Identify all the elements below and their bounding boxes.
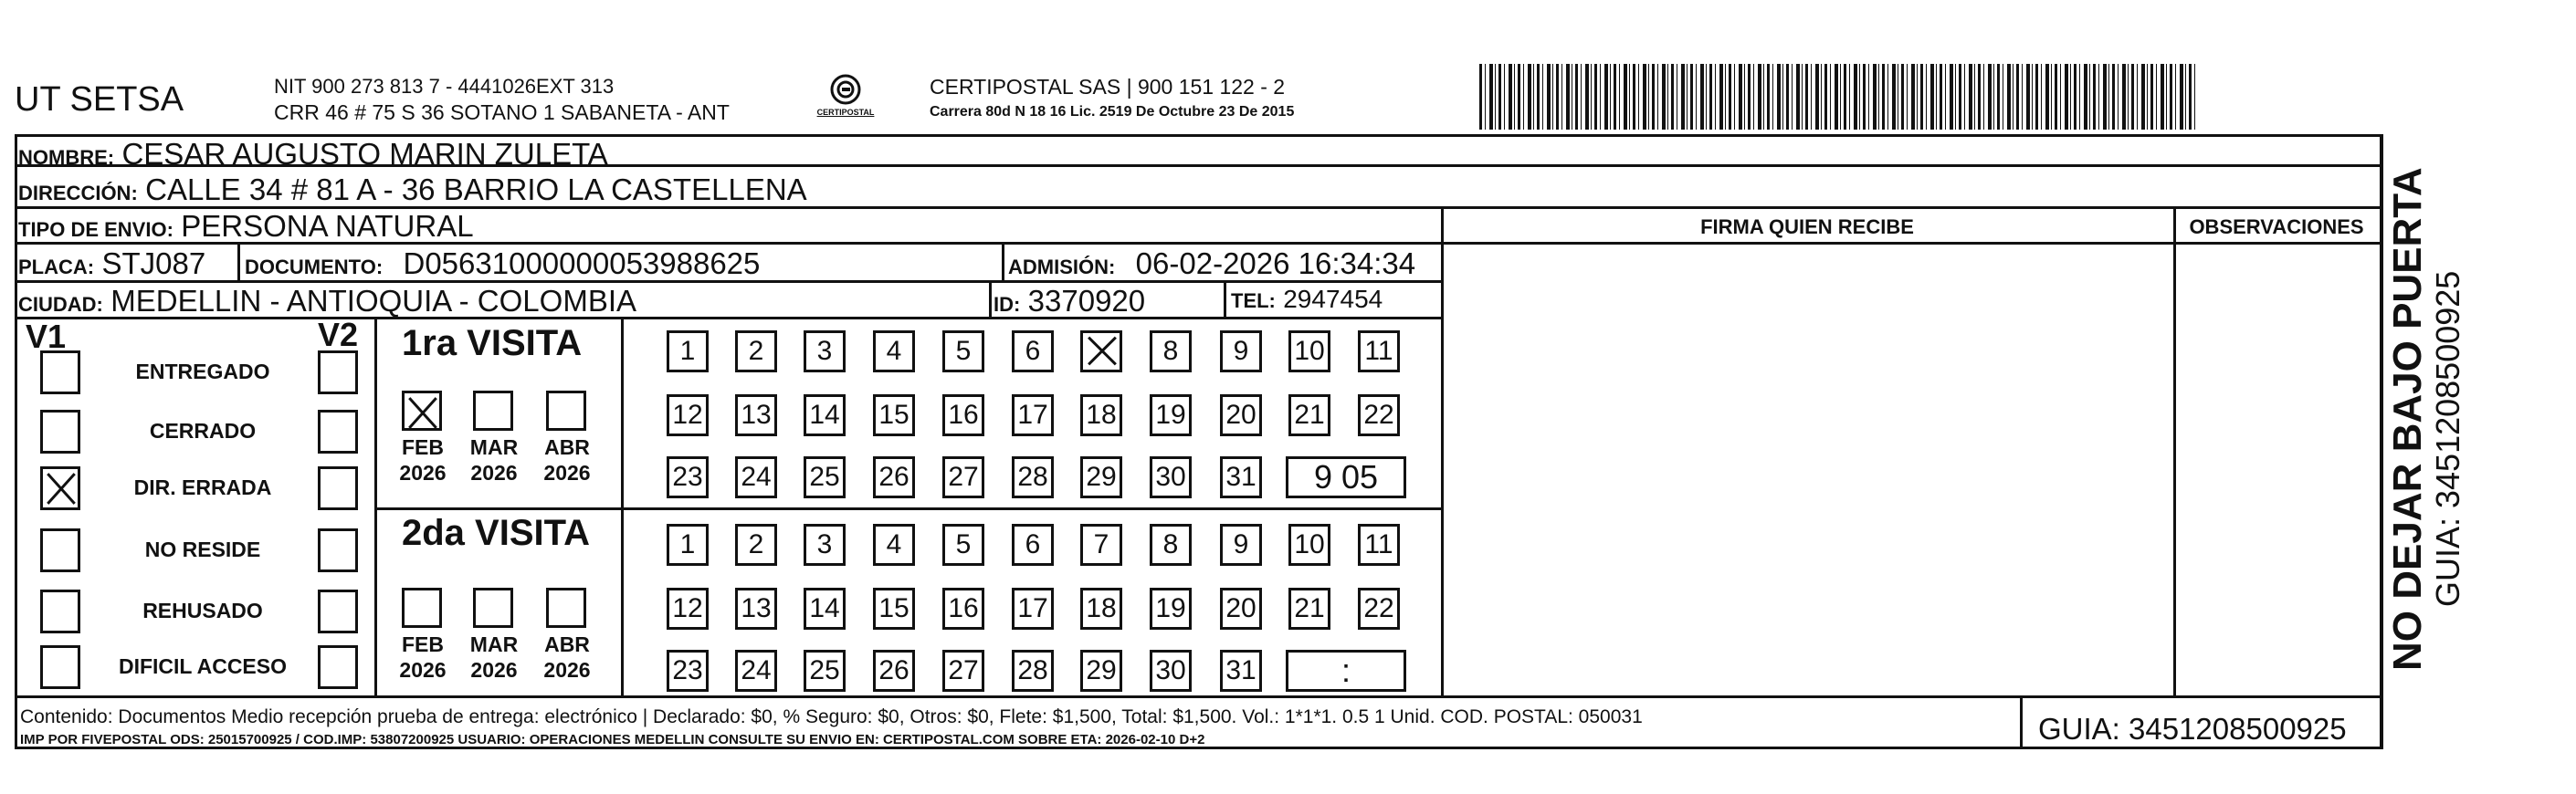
v2-checkbox-3[interactable] <box>318 466 358 510</box>
v2-checkbox-5[interactable] <box>318 590 358 633</box>
observations-header: OBSERVACIONES <box>2189 215 2364 238</box>
license-line: Carrera 80d N 18 16 Lic. 2519 De Octubre 23 De 2015 <box>930 104 1295 120</box>
barcode <box>1479 64 2199 130</box>
document-value: D05631000000053988625 <box>403 246 761 280</box>
v2-label: V2 <box>318 316 359 353</box>
visit2-day-20[interactable]: 20 <box>1220 588 1262 630</box>
visit1-day-12[interactable]: 12 <box>667 394 709 436</box>
visit1-day-31[interactable]: 31 <box>1220 456 1262 498</box>
side-warning: NO DEJAR BAJO PUERTA <box>2385 167 2430 671</box>
carrier-line: CERTIPOSTAL SAS | 900 151 122 - 2 <box>930 75 1286 99</box>
visit2-day-14[interactable]: 14 <box>804 588 846 630</box>
visit1-day-18[interactable]: 18 <box>1080 394 1122 436</box>
v1-checkbox-1[interactable] <box>40 350 80 394</box>
id-cell <box>994 284 1145 319</box>
visit2-day-16[interactable]: 16 <box>942 588 984 630</box>
visit1-day-26[interactable]: 26 <box>873 456 915 498</box>
address-label: DIRECCIÓN: <box>18 182 138 204</box>
visit1-day-30[interactable]: 30 <box>1150 456 1192 498</box>
content-line: Contenido: Documentos Medio recepción prueba de entrega: electrónico | Declarado: $0, % Seguro: $0, Otros: $0, Flete: $1,500, Total: $1,500. Vol.: 1*1*1. 0.5 1 Unid. COD. POSTAL: 050031 <box>20 706 1643 727</box>
v1-label: V1 <box>26 318 67 355</box>
visit1-day-16[interactable]: 16 <box>942 394 984 436</box>
v2-checkbox-6[interactable] <box>318 645 358 689</box>
visit1-day-23[interactable]: 23 <box>667 456 709 498</box>
certipostal-logo <box>809 73 882 124</box>
visit2-day-5[interactable]: 5 <box>942 524 984 566</box>
visit1-month-box-1[interactable] <box>402 391 442 431</box>
v1-checkbox-6[interactable] <box>40 645 80 689</box>
company-name: UT SETSA <box>15 80 184 119</box>
visit1-day-21[interactable]: 21 <box>1288 394 1330 436</box>
v2-checkbox-4[interactable] <box>318 528 358 572</box>
document-cell <box>245 246 760 281</box>
tel-cell <box>1231 284 1383 315</box>
address-line: CRR 46 # 75 S 36 SOTANO 1 SABANETA - ANT <box>274 100 730 124</box>
visit1-day-mark <box>1080 330 1122 372</box>
side-guide: GUIA: 3451208500925 <box>2429 270 2466 607</box>
visit2-day-9[interactable]: 9 <box>1220 524 1262 566</box>
footer-guide: GUIA: 3451208500925 <box>2038 712 2347 746</box>
visit1-time-box[interactable]: 9 05 <box>1286 456 1406 498</box>
visit2-day-30[interactable]: 30 <box>1150 650 1192 692</box>
visit1-day-24[interactable]: 24 <box>735 456 777 498</box>
status-label-6: DIFICIL ACCESO <box>118 654 287 678</box>
visit2-day-29[interactable]: 29 <box>1080 650 1122 692</box>
visit2-day-7[interactable]: 7 <box>1080 524 1122 566</box>
visit2-day-19[interactable]: 19 <box>1150 588 1192 630</box>
visit1-day-17[interactable]: 17 <box>1012 394 1054 436</box>
visit2-day-18[interactable]: 18 <box>1080 588 1122 630</box>
status-label-2: CERRADO <box>149 419 257 443</box>
logo-text: CERTIPOSTAL <box>816 108 875 117</box>
visit1-year-label-2: 2026 <box>470 461 518 485</box>
visit2-month-box-2[interactable] <box>473 588 513 628</box>
visit2-day-12[interactable]: 12 <box>667 588 709 630</box>
visit2-month-box-1[interactable] <box>402 588 442 628</box>
visit1-day-5[interactable]: 5 <box>942 330 984 372</box>
visit1-month-label-3: ABR <box>544 435 590 459</box>
visit2-day-1[interactable]: 1 <box>667 524 709 566</box>
v1-checkbox-5[interactable] <box>40 590 80 633</box>
visit1-month-label-1: FEB <box>402 435 444 459</box>
v2-checkbox-2[interactable] <box>318 410 358 454</box>
visit2-day-8[interactable]: 8 <box>1150 524 1192 566</box>
recipient-name: CESAR AUGUSTO MARIN ZULETA <box>121 137 608 171</box>
visit1-day-2[interactable]: 2 <box>735 330 777 372</box>
visit2-day-17[interactable]: 17 <box>1012 588 1054 630</box>
status-label-1: ENTREGADO <box>135 360 270 383</box>
visit1-day-28[interactable]: 28 <box>1012 456 1054 498</box>
city-cell <box>18 284 636 319</box>
tel-value: 2947454 <box>1283 285 1383 313</box>
visit2-day-13[interactable]: 13 <box>735 588 777 630</box>
status-label-3: DIR. ERRADA <box>133 475 272 499</box>
recipient-address: CALLE 34 # 81 A - 36 BARRIO LA CASTELLENA <box>145 172 807 206</box>
visit1-day-10[interactable]: 10 <box>1288 330 1330 372</box>
visit1-day-4[interactable]: 4 <box>873 330 915 372</box>
visit2-month-box-3[interactable] <box>546 588 586 628</box>
visit1-day-29[interactable]: 29 <box>1080 456 1122 498</box>
visit1-day-25[interactable]: 25 <box>804 456 846 498</box>
shipment-type: PERSONA NATURAL <box>181 209 474 243</box>
type-label: TIPO DE ENVIO: <box>18 218 173 241</box>
visit2-day-11[interactable]: 11 <box>1358 524 1400 566</box>
plate-cell <box>18 246 205 281</box>
v1-checkbox-2[interactable] <box>40 410 80 454</box>
visit2-day-2[interactable]: 2 <box>735 524 777 566</box>
name-label: NOMBRE: <box>18 146 115 169</box>
plate-label: PLACA: <box>18 256 95 278</box>
visit1-month-box-3[interactable] <box>546 391 586 431</box>
visit1-year-label-3: 2026 <box>543 461 591 485</box>
visit2-day-15[interactable]: 15 <box>873 588 915 630</box>
admission-cell <box>1008 246 1415 281</box>
type-row <box>18 209 474 244</box>
visit1-day-8[interactable]: 8 <box>1150 330 1192 372</box>
visit2-day-24[interactable]: 24 <box>735 650 777 692</box>
city-value: MEDELLIN - ANTIOQUIA - COLOMBIA <box>110 284 637 318</box>
visit1-day-15[interactable]: 15 <box>873 394 915 436</box>
visit2-day-23[interactable]: 23 <box>667 650 709 692</box>
address-row <box>18 172 807 207</box>
visit1-month-label-2: MAR <box>469 435 519 459</box>
visit1-year-label-1: 2026 <box>399 461 447 485</box>
visit2-day-10[interactable]: 10 <box>1288 524 1330 566</box>
visit2-time-box[interactable]: : <box>1286 650 1406 692</box>
visit2-title: 2da VISITA <box>402 513 590 553</box>
visit2-day-27[interactable]: 27 <box>942 650 984 692</box>
city-label: CIUDAD: <box>18 293 103 316</box>
status-label-4: NO RESIDE <box>144 538 261 561</box>
admission-value: 06-02-2026 16:34:34 <box>1135 246 1416 280</box>
document-label: DOCUMENTO: <box>245 256 384 278</box>
imp-line: IMP POR FIVEPOSTAL ODS: 25015700925 / COD.IMP: 53807200925 USUARIO: OPERACIONES MEDELLIN CONSULTE SU ENVIO EN: CERTIPOSTAL.COM SOBRE ETA: 2026-02-10 D+2 <box>20 732 1205 747</box>
visit2-day-3[interactable]: 3 <box>804 524 846 566</box>
visit2-month-label-2: MAR <box>469 632 519 656</box>
tel-label: TEL: <box>1231 289 1276 312</box>
visit1-day-13[interactable]: 13 <box>735 394 777 436</box>
id-value: 3370920 <box>1027 284 1146 318</box>
visit1-day-14[interactable]: 14 <box>804 394 846 436</box>
v1-checkbox-3[interactable] <box>40 466 80 510</box>
signature-header: FIRMA QUIEN RECIBE <box>1700 215 1914 238</box>
visit2-day-25[interactable]: 25 <box>804 650 846 692</box>
visit2-day-21[interactable]: 21 <box>1288 588 1330 630</box>
visit2-day-6[interactable]: 6 <box>1012 524 1054 566</box>
visit1-day-11[interactable]: 11 <box>1358 330 1400 372</box>
plate-value: STJ087 <box>101 246 206 280</box>
visit2-day-4[interactable]: 4 <box>873 524 915 566</box>
nit-line: NIT 900 273 813 7 - 4441026EXT 313 <box>274 75 615 98</box>
visit2-year-label-3: 2026 <box>543 658 591 682</box>
visit1-day-1[interactable]: 1 <box>667 330 709 372</box>
visit1-day-3[interactable]: 3 <box>804 330 846 372</box>
v1-checkbox-4[interactable] <box>40 528 80 572</box>
visit1-day-6[interactable]: 6 <box>1012 330 1054 372</box>
visit2-day-22[interactable]: 22 <box>1358 588 1400 630</box>
visit1-day-19[interactable]: 19 <box>1150 394 1192 436</box>
visit1-day-9[interactable]: 9 <box>1220 330 1262 372</box>
visit2-day-28[interactable]: 28 <box>1012 650 1054 692</box>
visit2-month-label-1: FEB <box>402 632 444 656</box>
visit2-day-26[interactable]: 26 <box>873 650 915 692</box>
v2-checkbox-1[interactable] <box>318 350 358 394</box>
visit1-day-22[interactable]: 22 <box>1358 394 1400 436</box>
name-row <box>18 137 608 172</box>
visit1-month-box-2[interactable] <box>473 391 513 431</box>
visit1-day-20[interactable]: 20 <box>1220 394 1262 436</box>
visit2-year-label-1: 2026 <box>399 658 447 682</box>
visit2-month-label-3: ABR <box>544 632 590 656</box>
visit1-title: 1ra VISITA <box>402 323 583 363</box>
visit1-day-27[interactable]: 27 <box>942 456 984 498</box>
visit2-year-label-2: 2026 <box>470 658 518 682</box>
status-label-5: REHUSADO <box>142 599 263 622</box>
admission-label: ADMISIÓN: <box>1008 256 1116 278</box>
id-label: ID: <box>994 293 1021 316</box>
visit2-day-31[interactable]: 31 <box>1220 650 1262 692</box>
